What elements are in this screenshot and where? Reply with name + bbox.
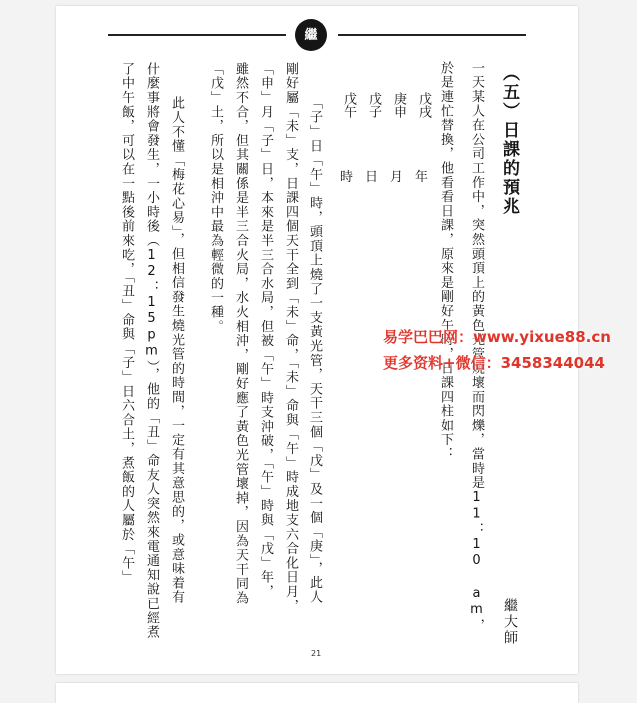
pillar-hour-ganzhi: 戊午 [341, 92, 356, 118]
header-rule-right [338, 34, 526, 36]
pillar-year-ganzhi: 戊戌 [416, 92, 431, 118]
chapter-logo [295, 19, 327, 51]
pillar-month-label: 月 [390, 170, 404, 185]
next-page-edge [56, 683, 578, 703]
pillar-hour-label: 時 [340, 170, 354, 185]
text-column-4: 剛好屬「未」支，日課四個天干全到「未」命，「未」命與「午」時成地支六合化日月， [283, 62, 298, 614]
header-rule-left [108, 34, 286, 36]
text-column-10: 了中午飯，可以在一點後前來吃，「丑」命與「子」日六合土，煮飯的人屬於「午」 [119, 62, 134, 585]
watermark-line-1: 易学巴巴网：www.yixue88.cn [383, 328, 611, 346]
text-column-2: 於是連忙替換，他看看日課，原來是剛好午時，日課四柱如下： [438, 61, 453, 462]
text-column-5: 「申」月「子」日，本來是半三合水局，但被「午」時支沖破，「午」時與「戊」年， [258, 62, 273, 599]
page-number: 21 [311, 649, 322, 658]
text-column-6: 雖然不合，但其關係是半三合火局，水火相沖，剛好應了黃色光管壞掉，因為天干同為 [233, 62, 248, 606]
text-column-9: 什麼事將會發生，一小時後（12：15pm），他的「丑」命友人突然來電通知說已經煮 [144, 62, 159, 640]
pillar-day-label: 日 [365, 170, 379, 185]
logo-glyph: 繼 [304, 28, 318, 43]
article-title: （五）日課的預兆 [499, 64, 519, 216]
text-column-7: 「戊」土，所以是相沖中最為輕微的一種。 [208, 62, 223, 334]
article-author: 繼大師 [502, 598, 518, 646]
pillar-month-ganzhi: 庚申 [391, 92, 406, 118]
watermark-line-2: 更多资料+微信：3458344044 [383, 354, 605, 372]
text-column-1: 一天某人在公司工作中，突然頭頂上的黃色光管燒壞而閃爍，當時是11：10 am， [469, 61, 484, 633]
pillar-day-ganzhi: 戊子 [366, 92, 381, 118]
text-column-8: 此人不懂「梅花心易」，但相信發生燒光管的時間，一定有其意思的，或意味着有 [169, 82, 184, 605]
text-column-3: 「子」日「午」時，頭頂上燒了一支黃光管，天干三個「戊」及一個「庚」，此人 [307, 96, 322, 605]
pillar-year-label: 年 [415, 170, 429, 185]
